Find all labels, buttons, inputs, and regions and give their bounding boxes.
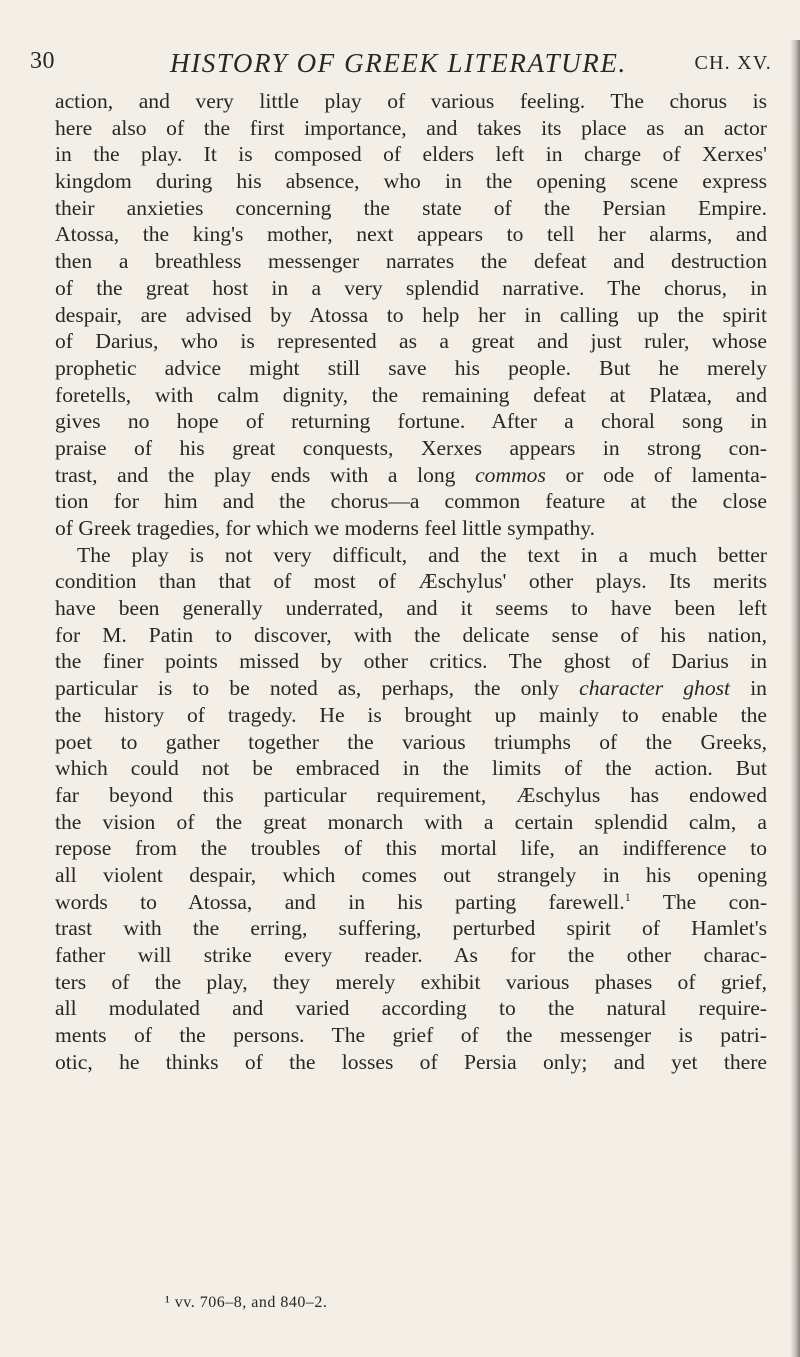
text-segment: words to Atossa, and in his parting farewell.	[55, 889, 625, 914]
text-line: which could not be embraced in the limits of the action. But	[55, 756, 767, 781]
text-line: repose from the troubles of this mortal life, an indifference to	[55, 836, 767, 861]
text-line: of Greek tragedies, for which we moderns feel little sympathy.	[55, 516, 596, 540]
italic-character-ghost: character ghost	[579, 676, 731, 701]
text-line: then a breathless messenger narrates the defeat and destruction	[55, 249, 767, 274]
text-segment: particular is to be noted as, perhaps, the only	[55, 676, 560, 701]
text-line: father will strike every reader. As for the other charac-	[55, 943, 767, 967]
text-line: trast with the erring, suffering, perturbed spirit of Hamlet's	[55, 916, 767, 941]
text-line: all violent despair, which comes out strangely in his opening	[55, 862, 767, 887]
body-text	[55, 88, 767, 1075]
text-line: ters of the play, they merely exhibit various phases of grief,	[55, 969, 767, 994]
footnote-ref: 1	[624, 889, 631, 904]
text-line: in the play. It is composed of elders left in charge of Xerxes'	[55, 142, 767, 167]
chapter-label: CH. XV.	[694, 52, 772, 74]
text-line: far beyond this particular requirement, Æschylus has endowed	[55, 782, 767, 807]
text-line: of the great host in a very splendid narrative. The chorus, in	[55, 275, 767, 300]
text-line	[55, 889, 767, 916]
text-line: all modulated and varied according to the natural require-	[55, 996, 767, 1021]
text-line: The play is not very difficult, and the text in a much better	[77, 542, 767, 567]
text-line: tion for him and the chorus—a common feature at the close	[55, 489, 767, 514]
text-line: poet to gather together the various triumphs of the Greeks,	[55, 729, 767, 754]
text-line: gives no hope of returning fortune. After a choral song in	[55, 409, 767, 434]
text-line: the vision of the great monarch with a certain splendid calm, a	[55, 809, 767, 834]
text-line: prophetic advice might still save his people. But he merely	[55, 355, 767, 380]
page-edge-shadow	[790, 40, 800, 1357]
text-line: here also of the first importance, and takes its place as an actor	[55, 115, 767, 140]
text-line: the history of tragedy. He is brought up mainly to enable the	[55, 702, 767, 727]
text-line	[55, 462, 767, 489]
text-line: ments of the persons. The grief of the messenger is patri-	[55, 1023, 767, 1048]
italic-commos: commos	[475, 462, 546, 487]
running-title: HISTORY OF GREEK LITERATURE.	[170, 48, 627, 78]
text-line	[55, 675, 767, 702]
text-segment: in	[750, 676, 767, 701]
text-line: praise of his great conquests, Xerxes appears in strong con-	[55, 435, 767, 460]
text-line: Atossa, the king's mother, next appears to tell her alarms, and	[55, 222, 767, 247]
running-head	[30, 48, 772, 88]
footnote-marker: ¹	[165, 1294, 171, 1311]
text-line: for M. Patin to discover, with the delicate sense of his nation,	[55, 622, 767, 647]
text-line: action, and very little play of various feeling. The chorus is	[55, 89, 767, 113]
text-line: the finer points missed by other critics. The ghost of Darius in	[55, 649, 767, 674]
footnote	[165, 1294, 327, 1312]
footnote-text: vv. 706–8, and 840–2.	[174, 1294, 328, 1311]
text-line: foretells, with calm dignity, the remaining defeat at Platæa, and	[55, 382, 767, 407]
text-line: of Darius, who is represented as a great and just ruler, whose	[55, 329, 767, 354]
text-line: their anxieties concerning the state of the Persian Empire.	[55, 195, 767, 220]
text-line: kingdom during his absence, who in the opening scene express	[55, 169, 767, 194]
text-segment: trast, and the play ends with a long	[55, 462, 456, 487]
text-segment: or ode of lamenta-	[565, 462, 767, 487]
text-line: have been generally underrated, and it seems to have been left	[55, 596, 767, 621]
text-segment: The con-	[662, 889, 768, 914]
page-number: 30	[30, 48, 55, 74]
text-line: otic, he thinks of the losses of Persia only; and yet there	[55, 1049, 767, 1074]
text-line: despair, are advised by Atossa to help her in calling up the spirit	[55, 302, 767, 327]
text-line: condition than that of most of Æschylus' other plays. Its merits	[55, 569, 767, 594]
